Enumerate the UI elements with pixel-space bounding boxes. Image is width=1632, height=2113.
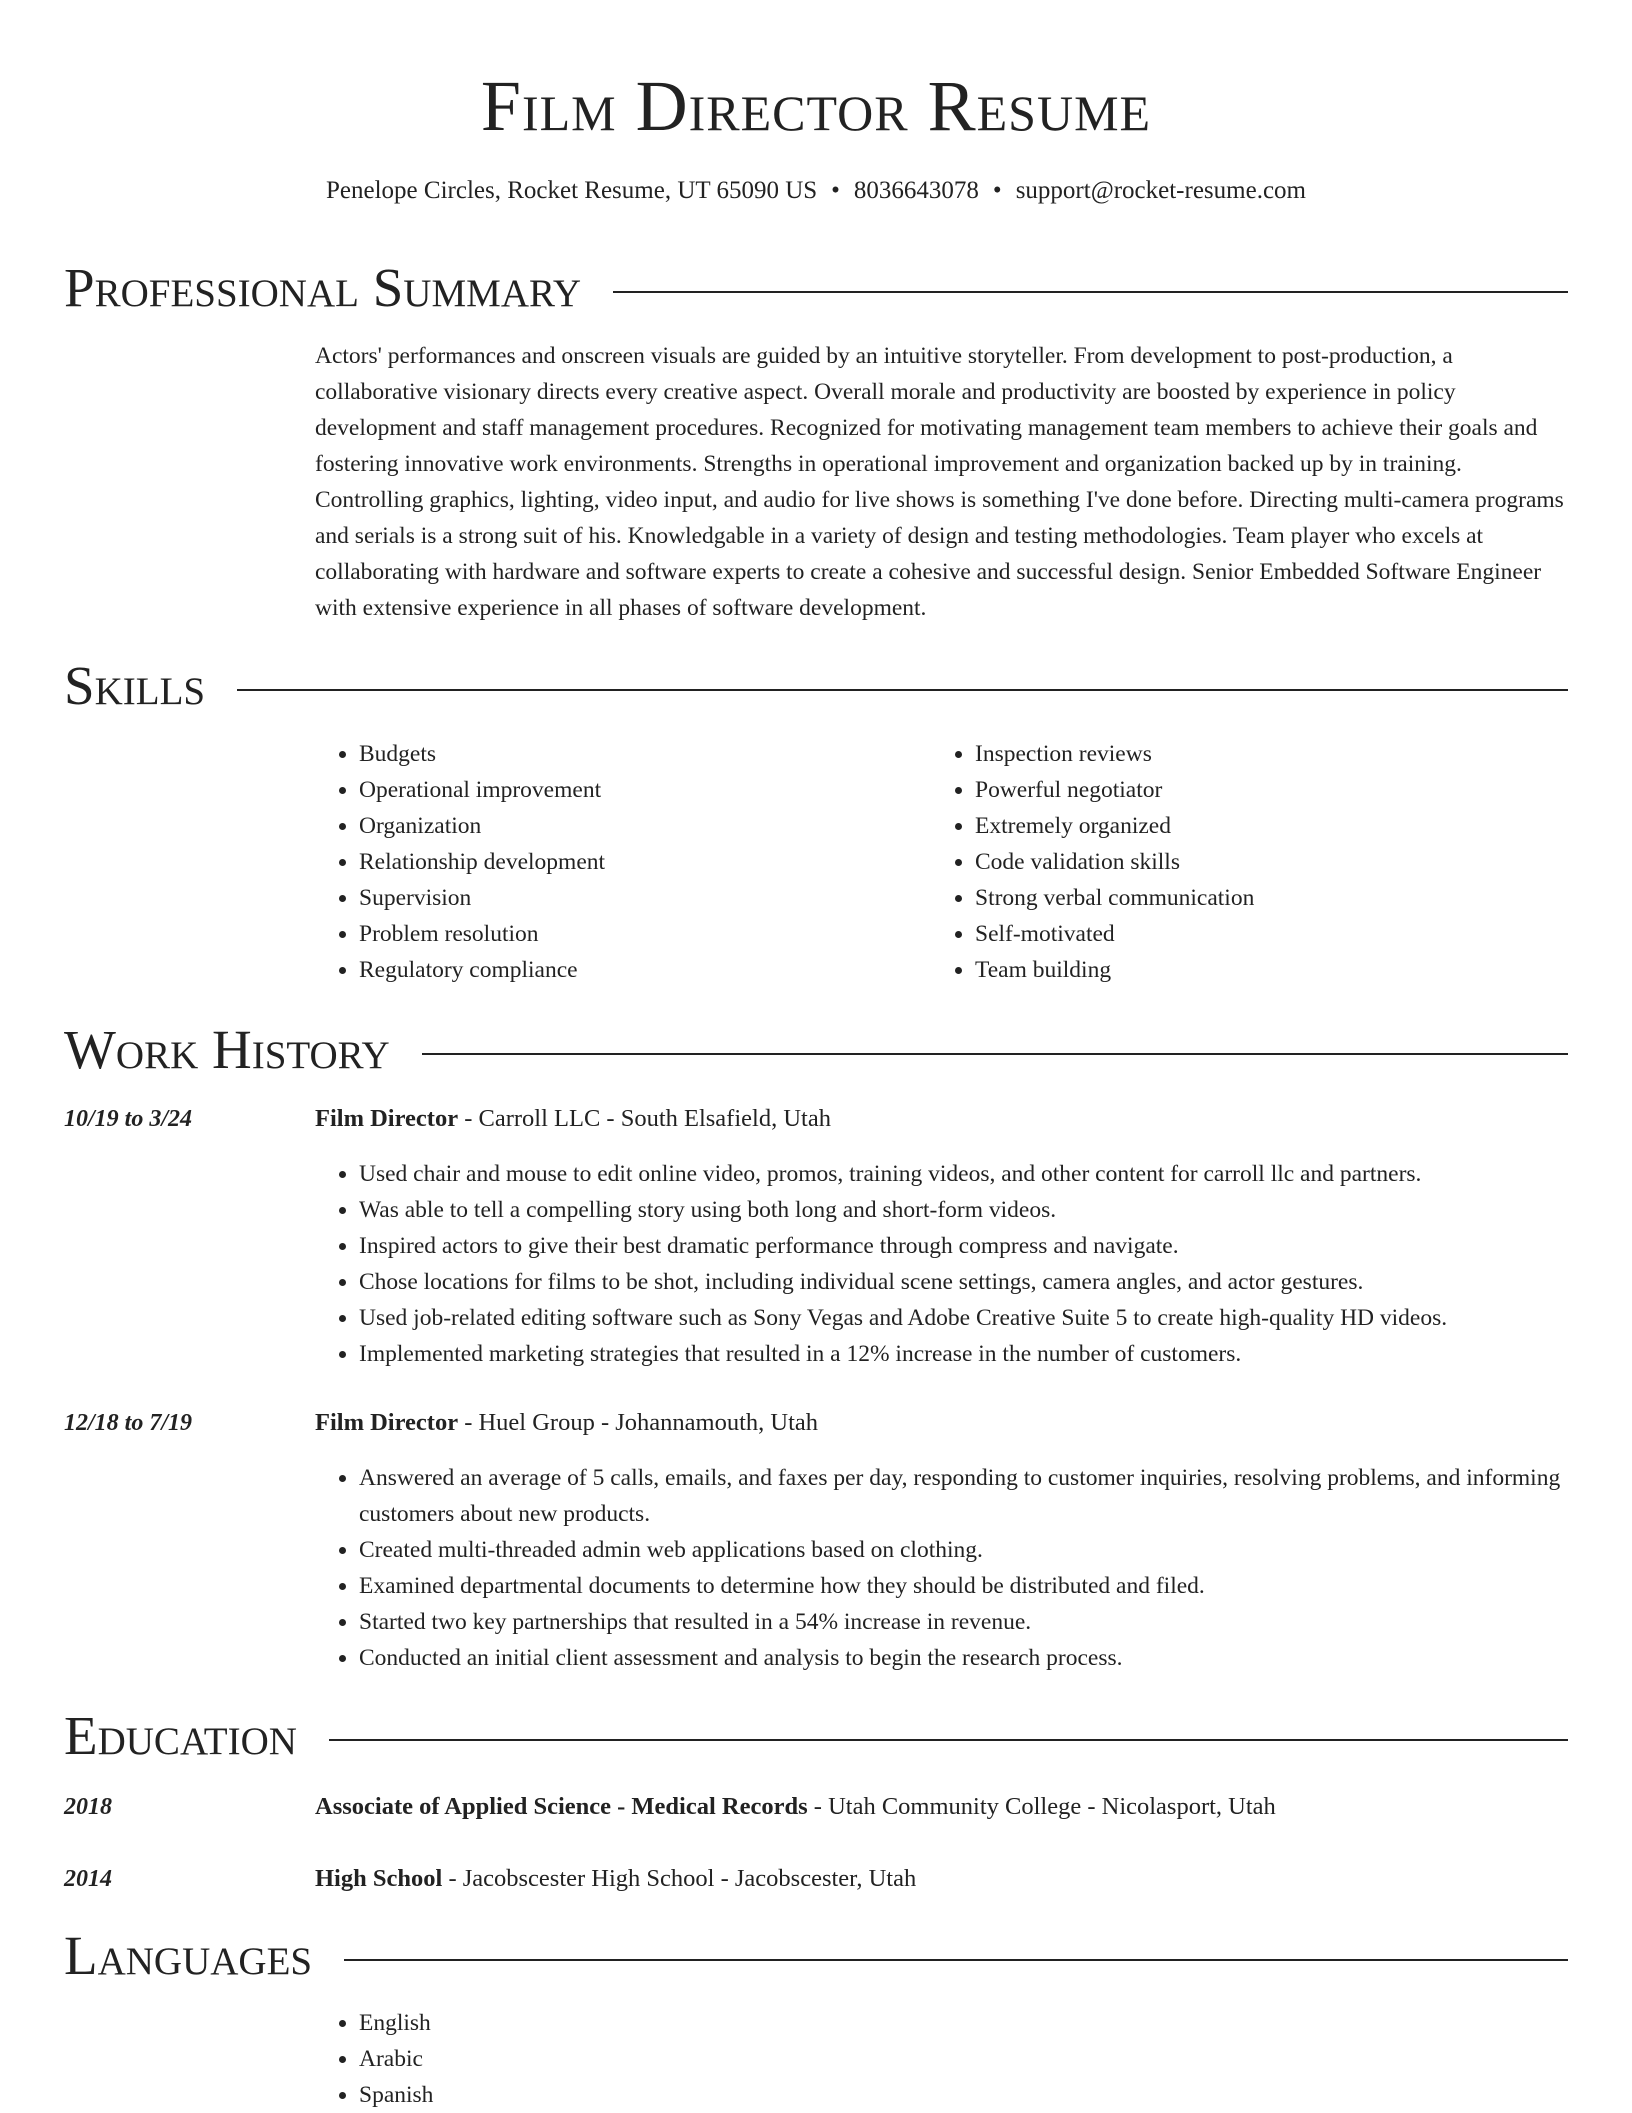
education-year: 2014 [64,1866,112,1892]
skill-item: • Problem resolution [359,916,915,952]
job-title: Film Director [315,1409,459,1436]
job-title-line [315,1102,831,1136]
contact-separator: • [992,177,1002,204]
education-section-header [64,1706,1568,1766]
section-divider [422,1053,1568,1055]
job-bullet: • Inspired actors to give their best dramatic performance through compress and navigate. [359,1228,1568,1264]
skill-item: • Operational improvement [359,772,915,808]
language-item: • Spanish [359,2077,1568,2113]
section-divider [613,291,1568,293]
skill-item: • Regulatory compliance [359,952,915,988]
skill-item: • Code validation skills [975,844,1551,880]
section-heading: Education [64,1705,297,1766]
job-bullet: • Created multi-threaded admin web applications based on clothing. [359,1532,1568,1568]
language-item: • English [359,2005,1568,2041]
summary-section-header [64,258,1568,318]
education-degree: High School [315,1865,443,1892]
job-bullet: • Answered an average of 5 calls, emails, and faxes per day, responding to customer inquiries, resolving problems, and informing customers about new products. [359,1460,1568,1532]
contact-email[interactable]: support@rocket-resume.com [1015,177,1306,204]
skill-item: • Relationship development [359,844,915,880]
languages-section-header [64,1926,1568,1986]
section-divider [344,1959,1568,1961]
work-section-header [64,1020,1568,1080]
education-degree: Associate of Applied Science - Medical Records [315,1793,808,1820]
skill-item: • Self-motivated [975,916,1551,952]
skill-item: • Team building [975,952,1551,988]
section-divider [329,1739,1568,1741]
skill-item: • Extremely organized [975,808,1551,844]
education-school: - Utah Community College - Nicolasport, Utah [807,1793,1276,1820]
section-heading: Skills [64,655,206,716]
education-entry [315,1862,916,1896]
section-divider [237,689,1568,691]
section-heading: Work History [64,1019,390,1080]
skill-item: • Budgets [359,736,915,772]
contact-phone: 8036643078 [853,177,979,204]
education-school: - Jacobscester High School - Jacobscester, Utah [442,1865,917,1892]
job-employer: - Carroll LLC - South Elsafield, Utah [458,1105,831,1132]
summary-text: Actors' performances and onscreen visuals are guided by an intuitive storyteller. From development to post-production, a collaborative visionary directs every creative aspect. Overall morale and productivity are boosted by experience in policy development and staff management procedures. Recognized for motivating management team members to achieve their goals and fostering innovative work environments. Strengths in operational improvement and organization backed up by in training. Controlling graphics, lighting, video input, and audio for live shows is something I've done before. Directing multi-camera programs and serials is a strong suit of his. Knowledgable in a variety of design and testing methodologies. Team player who excels at collaborating with hardware and software experts to create a cohesive and successful design. Senior Embedded Software Engineer with extensive experience in all phases of software development. [315,343,1564,621]
job-employer: - Huel Group - Johannamouth, Utah [458,1409,819,1436]
job-dates: 12/18 to 7/19 [64,1410,193,1436]
skills-section-header [64,656,1568,716]
job-bullets [315,1156,1568,1372]
section-heading: Professional Summary [64,257,582,318]
job-bullet: • Conducted an initial client assessment and analysis to begin the research process. [359,1640,1568,1676]
contact-line [64,174,1568,208]
contact-separator: • [831,177,840,204]
resume-title: Film Director Resume [480,66,1152,146]
section-heading: Languages [64,1925,313,1986]
job-bullet: • Used chair and mouse to edit online video, promos, training videos, and other content for carroll llc and partners. [359,1156,1568,1192]
skill-item: • Supervision [359,880,915,916]
skills-left-column [315,736,915,988]
skill-item: • Organization [359,808,915,844]
job-title-line [315,1406,818,1440]
skill-item: • Powerful negotiator [975,772,1551,808]
job-dates: 10/19 to 3/24 [64,1106,193,1132]
education-year: 2018 [64,1794,112,1820]
language-item: • Arabic [359,2041,1568,2077]
contact-address: Penelope Circles, Rocket Resume, UT 65090 US [326,177,818,204]
job-bullet: • Chose locations for films to be shot, including individual scene settings, camera angles, and actor gestures. [359,1264,1568,1300]
education-entry [315,1790,1276,1824]
job-bullets [315,1460,1568,1676]
job-title: Film Director [315,1105,459,1132]
job-bullet: • Was able to tell a compelling story using both long and short-form videos. [359,1192,1568,1228]
job-bullet: • Examined departmental documents to determine how they should be distributed and filed. [359,1568,1568,1604]
languages-list [315,2005,1568,2113]
job-bullet: • Implemented marketing strategies that resulted in a 12% increase in the number of customers. [359,1336,1568,1372]
job-bullet: • Started two key partnerships that resulted in a 54% increase in revenue. [359,1604,1568,1640]
skill-item: • Strong verbal communication [975,880,1551,916]
job-bullet: • Used job-related editing software such as Sony Vegas and Adobe Creative Suite 5 to create high-quality HD videos. [359,1300,1568,1336]
skills-right-column [931,736,1551,988]
skill-item: • Inspection reviews [975,736,1551,772]
